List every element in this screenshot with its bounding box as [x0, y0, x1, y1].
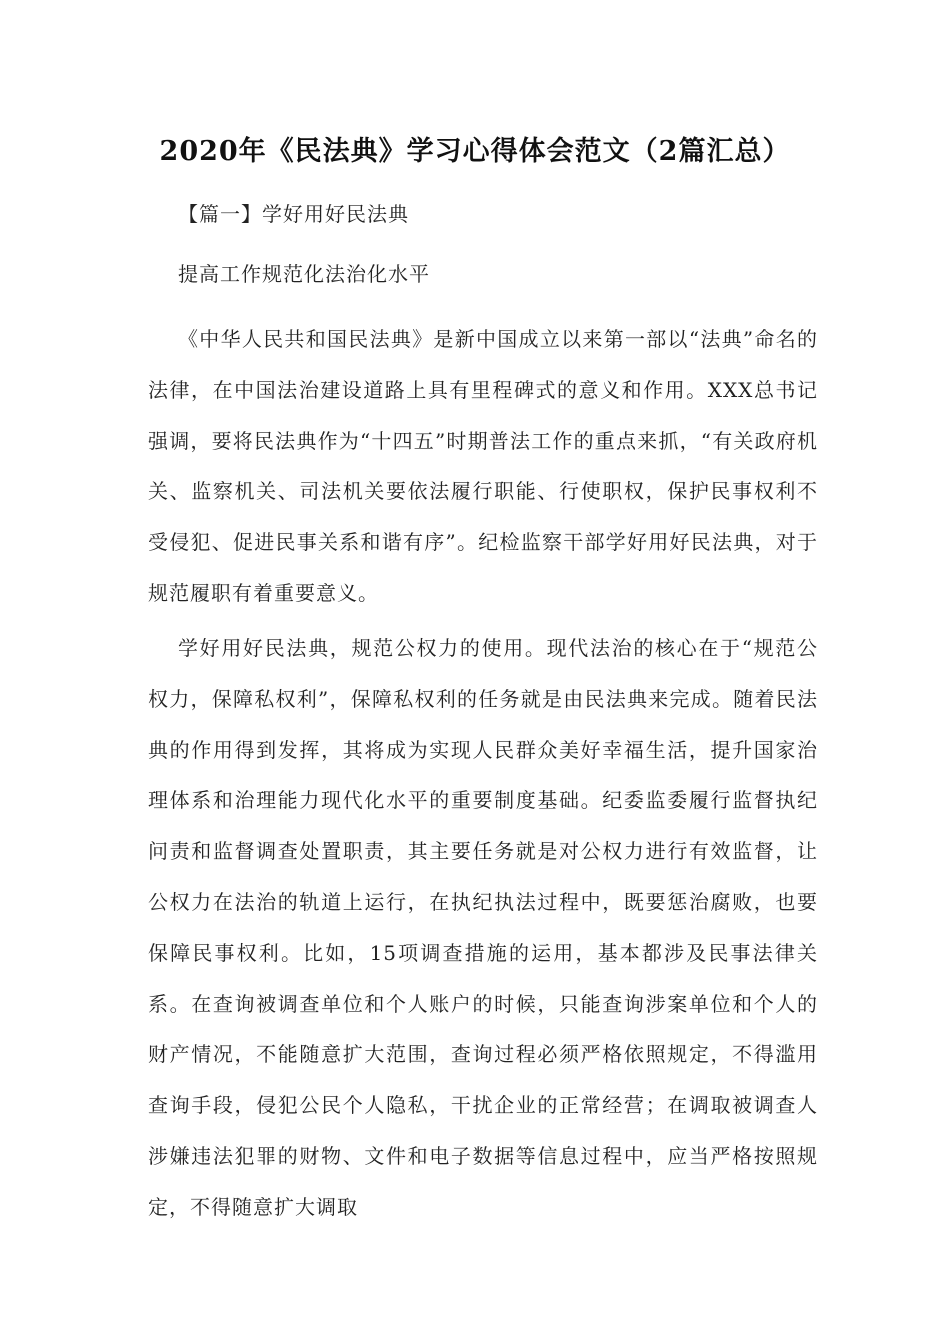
section-heading: 【篇一】学好用好民法典	[178, 202, 409, 226]
sub-heading: 提高工作规范化法治化水平	[178, 262, 430, 286]
body-paragraph: 《中华人民共和国民法典》是新中国成立以来第一部以“法典”命名的法律，在中国法治建设道路上具有里程碑式的意义和作用。XXX总书记强调，要将民法典作为“十四五”时期普法工作的重点来抓，“有关政府机关、监察机关、司法机关要依法履行职能、行使职权，保护民事权利不受侵犯、促进民事关系和谐有序”。纪检监察干部学好用好民法典，对于规范履职有着重要意义。	[148, 327, 818, 605]
document-title: 2020年《民法典》学习心得体会范文（2篇汇总）	[159, 136, 791, 167]
body-paragraph: 学好用好民法典，规范公权力的使用。现代法治的核心在于“规范公权力，保障私权利”，保障私权利的任务就是由民法典来完成。随着民法典的作用得到发挥，其将成为实现人民群众美好幸福生活，提升国家治理体系和治理能力现代化水平的重要制度基础。纪委监委履行监督执纪问责和监督调查处置职责，其主要任务就是对公权力进行有效监督，让公权力在法治的轨道上运行，在执纪执法过程中，既要惩治腐败，也要保障民事权利。比如，15项调查措施的运用，基本都涉及民事法律关系。在查询被调查单位和个人账户的时候，只能查询涉案单位和个人的财产情况，不能随意扩大范围，查询过程必须严格依照规定，不得滥用查询手段，侵犯公民个人隐私，干扰企业的正常经营；在调取被调查人涉嫌违法犯罪的财物、文件和电子数据等信息过程中，应当严格按照规定，不得随意扩大调取	[148, 636, 818, 1219]
